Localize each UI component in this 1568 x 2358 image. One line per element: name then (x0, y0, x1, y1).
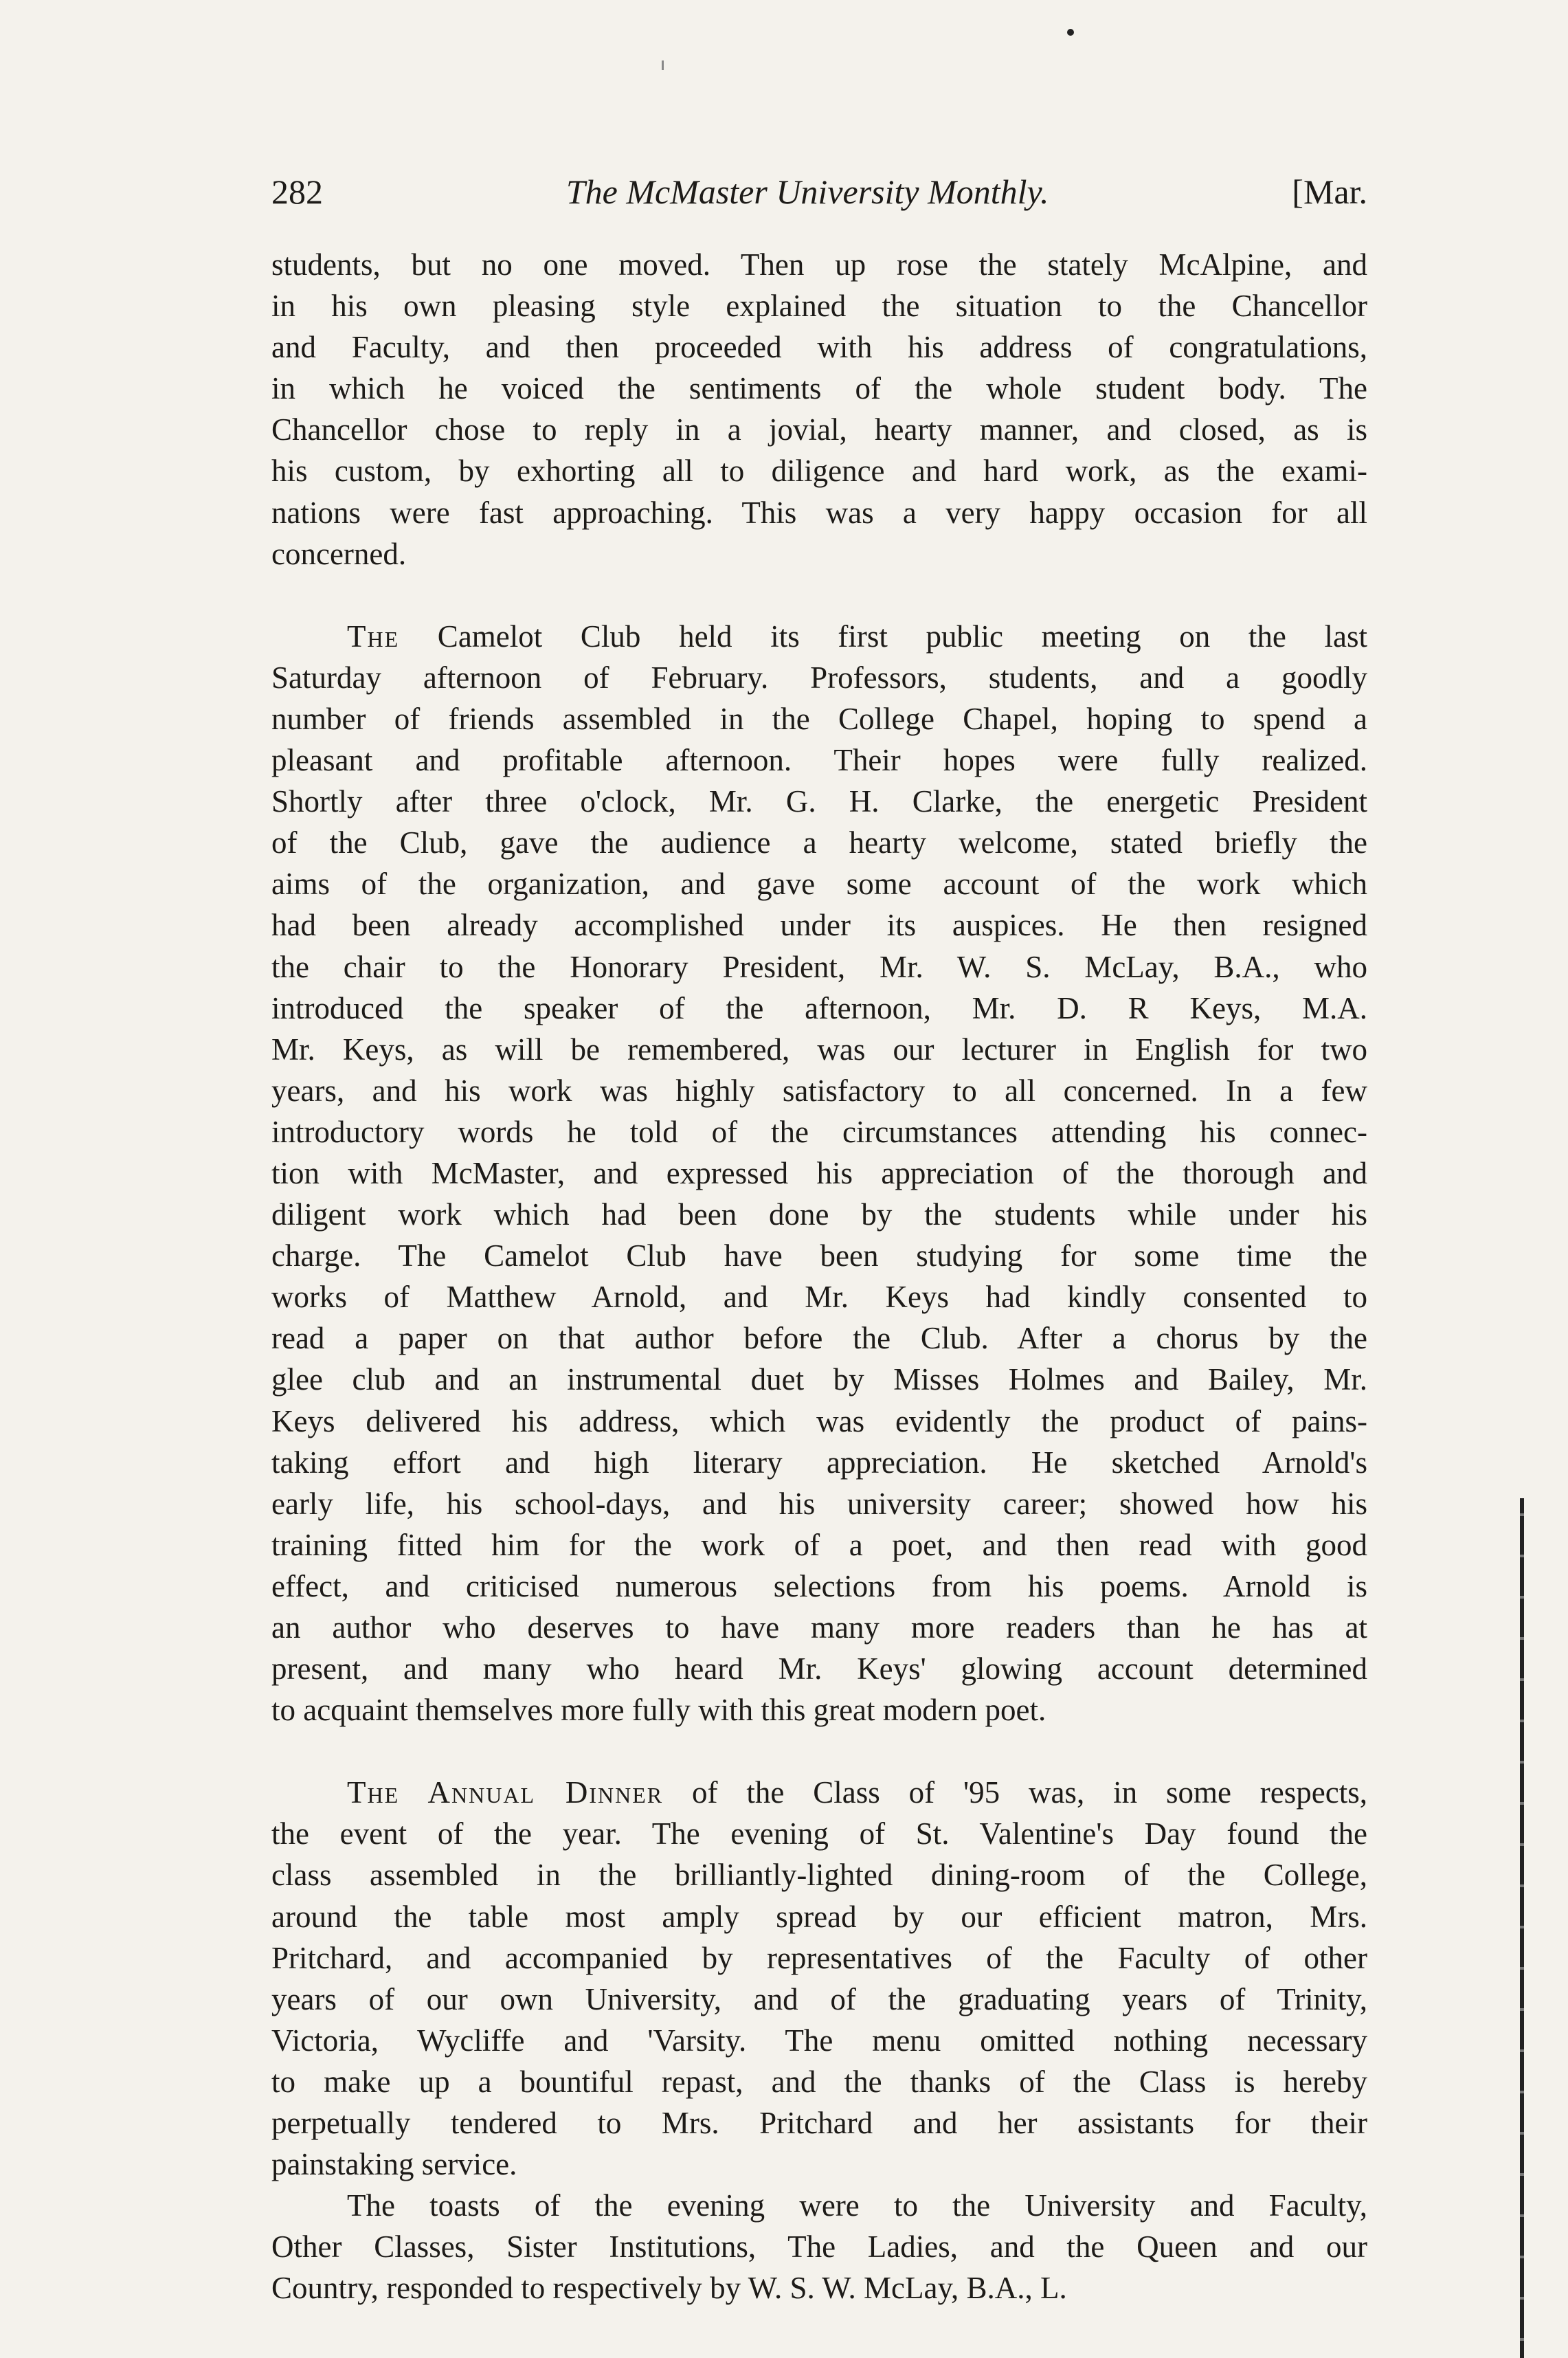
ink-speck (662, 60, 664, 70)
paragraph-p1 (271, 244, 1367, 575)
lead-in-small-caps: The Annual Dinner (347, 1775, 664, 1810)
text-line (271, 1235, 1367, 1276)
line-text: the event of the year. The evening of St. Valentine's Day found the (271, 1816, 1367, 1851)
text-line (271, 1029, 1367, 1070)
text-line (271, 1194, 1367, 1235)
text-line (271, 1896, 1367, 1937)
text-line (271, 1401, 1367, 1442)
line-text: in which he voiced the sentiments of the whole student body. The (271, 371, 1367, 406)
line-text: training fitted him for the work of a poet, and then read with good (271, 1527, 1367, 1562)
text-line (271, 2102, 1367, 2144)
line-text: Country, responded to respectively by W. S. W. McLay, B.A., L. (271, 2271, 1067, 2306)
line-text: works of Matthew Arnold, and Mr. Keys had kindly consented to (271, 1280, 1367, 1315)
text-line (271, 1607, 1367, 1648)
line-text: Mr. Keys, as will be remembered, was our lecturer in English for two (271, 1032, 1367, 1067)
text-line (271, 1111, 1367, 1153)
text-line (271, 781, 1367, 822)
line-text: had been already accomplished under its auspices. He then resigned (271, 908, 1367, 943)
margin-binding-edge (1520, 1498, 1524, 2358)
line-text: Pritchard, and accompanied by representatives of the Faculty of other (271, 1940, 1367, 1975)
line-text: number of friends assembled in the College Chapel, hoping to spend a (271, 701, 1367, 736)
text-line (271, 863, 1367, 904)
text-line (271, 2185, 1367, 2226)
line-text: an author who deserves to have many more readers than he has at (271, 1610, 1367, 1645)
paragraph-p4 (271, 2185, 1367, 2309)
text-line (271, 2226, 1367, 2267)
article-body (271, 244, 1367, 2309)
line-text: of the Club, gave the audience a hearty welcome, stated briefly the (271, 825, 1367, 860)
text-line (271, 657, 1367, 698)
line-text: introductory words he told of the circumstances attending his connec- (271, 1114, 1367, 1149)
text-line (271, 1153, 1367, 1194)
text-line (271, 1937, 1367, 1979)
text-line (271, 1524, 1367, 1566)
text-line (271, 1772, 1367, 1813)
line-text: tion with McMaster, and expressed his appreciation of the thorough and (271, 1155, 1367, 1190)
line-text: introduced the speaker of the afternoon, Mr. D. R Keys, M.A. (271, 990, 1367, 1025)
line-text: Chancellor chose to reply in a jovial, hearty manner, and closed, as is (271, 412, 1367, 447)
line-text: pleasant and profitable afternoon. Their hopes were fully realized. (271, 743, 1367, 778)
text-line (271, 2267, 1367, 2309)
text-line (271, 409, 1367, 450)
line-text: aims of the organization, and gave some account of the work which (271, 867, 1367, 902)
text-line (271, 616, 1367, 657)
text-line (271, 326, 1367, 368)
text-line (271, 1276, 1367, 1317)
text-line (271, 244, 1367, 285)
ink-dot (1067, 29, 1074, 36)
page (271, 172, 1367, 2309)
text-line (271, 1566, 1367, 1607)
line-text: Saturday afternoon of February. Professors, students, and a goodly (271, 660, 1367, 695)
page-number: 282 (271, 173, 323, 211)
text-line (271, 1442, 1367, 1483)
line-text: nations were fast approaching. This was a very happy occasion for all (271, 495, 1367, 530)
text-line (271, 1359, 1367, 1400)
line-text: read a paper on that author before the Club. After a chorus by the (271, 1321, 1367, 1356)
text-line (271, 2020, 1367, 2061)
line-text: effect, and criticised numerous selections from his poems. Arnold is (271, 1568, 1367, 1603)
text-line (271, 904, 1367, 946)
journal-title: The McMaster University Monthly. (565, 173, 1049, 211)
text-line (271, 946, 1367, 988)
line-text: class assembled in the brilliantly-lighted dining-room of the College, (271, 1858, 1367, 1893)
paragraph-gap (271, 1731, 1367, 1772)
text-line (271, 1854, 1367, 1895)
text-line (271, 492, 1367, 533)
text-line (271, 1317, 1367, 1359)
line-text: his custom, by exhorting all to diligence and hard work, as the exami- (271, 454, 1367, 489)
line-text: taking effort and high literary appreciation. He sketched Arnold's (271, 1445, 1367, 1480)
line-text: concerned. (271, 536, 407, 571)
line-text: perpetually tendered to Mrs. Pritchard and her assistants for their (271, 2106, 1367, 2141)
text-line (271, 450, 1367, 491)
text-line (271, 1979, 1367, 2020)
line-text: to make up a bountiful repast, and the thanks of the Class is hereby (271, 2064, 1367, 2099)
text-line (271, 1648, 1367, 1689)
issue-month: [Mar. (1292, 173, 1367, 211)
line-text: diligent work which had been done by the students while under his (271, 1197, 1367, 1232)
line-text: glee club and an instrumental duet by Misses Holmes and Bailey, Mr. (271, 1362, 1367, 1397)
line-text: around the table most amply spread by our efficient matron, Mrs. (271, 1899, 1367, 1934)
text-line (271, 2144, 1367, 2185)
text-line (271, 698, 1367, 739)
text-line (271, 988, 1367, 1029)
line-text: Victoria, Wycliffe and 'Varsity. The menu omitted nothing necessary (271, 2023, 1367, 2058)
paragraph-gap (271, 575, 1367, 616)
text-line (271, 533, 1367, 575)
line-text: Shortly after three o'clock, Mr. G. H. Clarke, the energetic President (271, 784, 1367, 819)
line-text: and Faculty, and then proceeded with his address of congratulations, (271, 330, 1367, 365)
line-text: Camelot Club held its first public meeting on the last (399, 619, 1367, 654)
lead-in-small-caps: The (347, 619, 400, 654)
paragraph-p2 (271, 616, 1367, 1731)
text-line (271, 1483, 1367, 1524)
line-text: to acquaint themselves more fully with this great modern poet. (271, 1693, 1046, 1728)
text-line (271, 822, 1367, 863)
line-text: Keys delivered his address, which was evidently the product of pains- (271, 1403, 1367, 1438)
line-text: present, and many who heard Mr. Keys' glowing account determined (271, 1651, 1367, 1687)
line-text: the chair to the Honorary President, Mr. W. S. McLay, B.A., who (271, 949, 1367, 984)
text-line (271, 368, 1367, 409)
text-line (271, 739, 1367, 781)
line-text: in his own pleasing style explained the situation to the Chancellor (271, 289, 1367, 324)
paragraph-p3 (271, 1772, 1367, 2185)
line-text: of the Class of '95 was, in some respects, (663, 1775, 1367, 1810)
line-text: painstaking service. (271, 2147, 517, 2182)
text-line (271, 1689, 1367, 1731)
text-line (271, 1813, 1367, 1854)
text-line (271, 2061, 1367, 2102)
line-text: early life, his school-days, and his university career; showed how his (271, 1486, 1367, 1521)
text-line (271, 285, 1367, 326)
line-text: charge. The Camelot Club have been studying for some time the (271, 1238, 1367, 1273)
line-text: students, but no one moved. Then up rose the stately McAlpine, and (271, 247, 1367, 282)
text-line (271, 1070, 1367, 1111)
line-text: years of our own University, and of the graduating years of Trinity, (271, 1981, 1367, 2016)
line-text: years, and his work was highly satisfactory to all concerned. In a few (271, 1073, 1367, 1108)
line-text: The toasts of the evening were to the University and Faculty, (347, 2188, 1367, 2223)
line-text: Other Classes, Sister Institutions, The Ladies, and the Queen and our (271, 2229, 1367, 2265)
running-header (271, 172, 1367, 220)
